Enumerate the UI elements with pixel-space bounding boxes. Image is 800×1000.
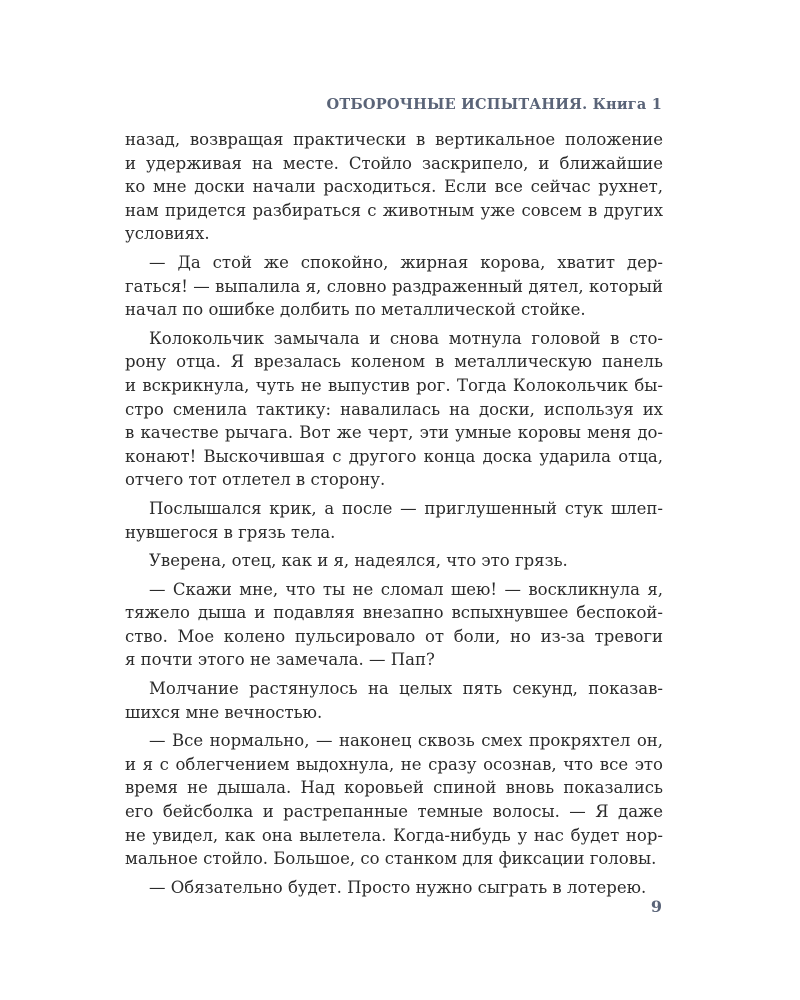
- paragraph: [125, 876, 663, 900]
- text-line: время не дышала. Над коровьей спиной вновь показались: [125, 778, 663, 798]
- text-line: мальное стойло. Большое, со станком для фиксации головы.: [125, 849, 657, 869]
- text-line: ко мне доски начали расходиться. Если все сейчас рухнет,: [125, 177, 663, 197]
- paragraph: [125, 677, 663, 724]
- text-line: стро сменила тактику: навалилась на доски, используя их: [125, 399, 663, 419]
- text-line: конают! Выскочившая с другого конца доска ударила отца,: [125, 446, 663, 466]
- running-header: [327, 96, 662, 113]
- text-line: гаться! — выпалила я, словно раздраженный дятел, который: [125, 276, 663, 296]
- text-line: — Скажи мне, что ты не сломал шею! — воскликнула я,: [149, 579, 663, 599]
- text-line: нувшегося в грязь тела.: [125, 522, 336, 542]
- text-line: ство. Мое колено пульсировало от боли, но из-за тревоги: [125, 626, 663, 646]
- text-line: я почти этого не замечала. — Пап?: [125, 650, 435, 670]
- text-line: рону отца. Я врезалась коленом в металлическую панель: [125, 352, 663, 372]
- text-line: Колокольчик замычала и снова мотнула головой в сто-: [149, 328, 663, 348]
- text-line: не увидел, как она вылетела. Когда-нибудь у нас будет нор-: [125, 825, 663, 845]
- text-line: — Все нормально, — наконец сквозь смех прокряхтел он,: [149, 731, 663, 751]
- text-line: нам придется разбираться с животным уже совсем в других: [125, 200, 663, 220]
- paragraph: [125, 497, 663, 544]
- paragraph: [125, 549, 663, 573]
- text-line: Молчание растянулось на целых пять секунд, показав-: [149, 679, 663, 699]
- text-line: шихся мне вечностью.: [125, 702, 323, 722]
- paragraph: [125, 327, 663, 492]
- paragraph: [125, 251, 663, 322]
- text-line: отчего тот отлетел в сторону.: [125, 470, 386, 490]
- text-line: Послышался крик, а после — приглушенный стук шлеп-: [149, 498, 663, 518]
- text-line: назад, возвращая практически в вертикальное положение: [125, 130, 663, 149]
- text-line: в качестве рычага. Вот же черт, эти умные коровы меня до-: [125, 423, 663, 443]
- paragraph: [125, 729, 663, 871]
- text-line: условиях.: [125, 224, 210, 244]
- text-line: начал по ошибке долбить по металлической стойке.: [125, 300, 586, 320]
- text-line: и я с облегчением выдохнула, не сразу осознав, что все это: [125, 754, 663, 774]
- paragraph: [125, 578, 663, 672]
- text-line: — Обязательно будет. Просто нужно сыграть в лотерею.: [149, 877, 647, 897]
- paragraph: [125, 128, 663, 246]
- text-line: его бейсболка и растрепанные темные волосы. — Я даже: [125, 802, 663, 822]
- running-header-title: ОТБОРОЧНЫЕ ИСПЫТАНИЯ.: [326, 96, 588, 113]
- text-line: — Да стой же спокойно, жирная корова, хватит дер-: [149, 252, 663, 272]
- page-number: 9: [650, 897, 662, 916]
- text-line: и удерживая на месте. Стойло заскрипело, и ближайшие: [125, 153, 663, 173]
- body-text: [125, 128, 663, 899]
- text-line: Уверена, отец, как и я, надеялся, что это грязь.: [149, 551, 568, 571]
- text-line: и вскрикнула, чуть не выпустив рог. Тогда Колокольчик бы-: [125, 375, 663, 395]
- running-header-book: Книга 1: [592, 96, 662, 113]
- text-line: тяжело дыша и подавляя внезапно вспыхнувшее беспокой-: [125, 603, 663, 623]
